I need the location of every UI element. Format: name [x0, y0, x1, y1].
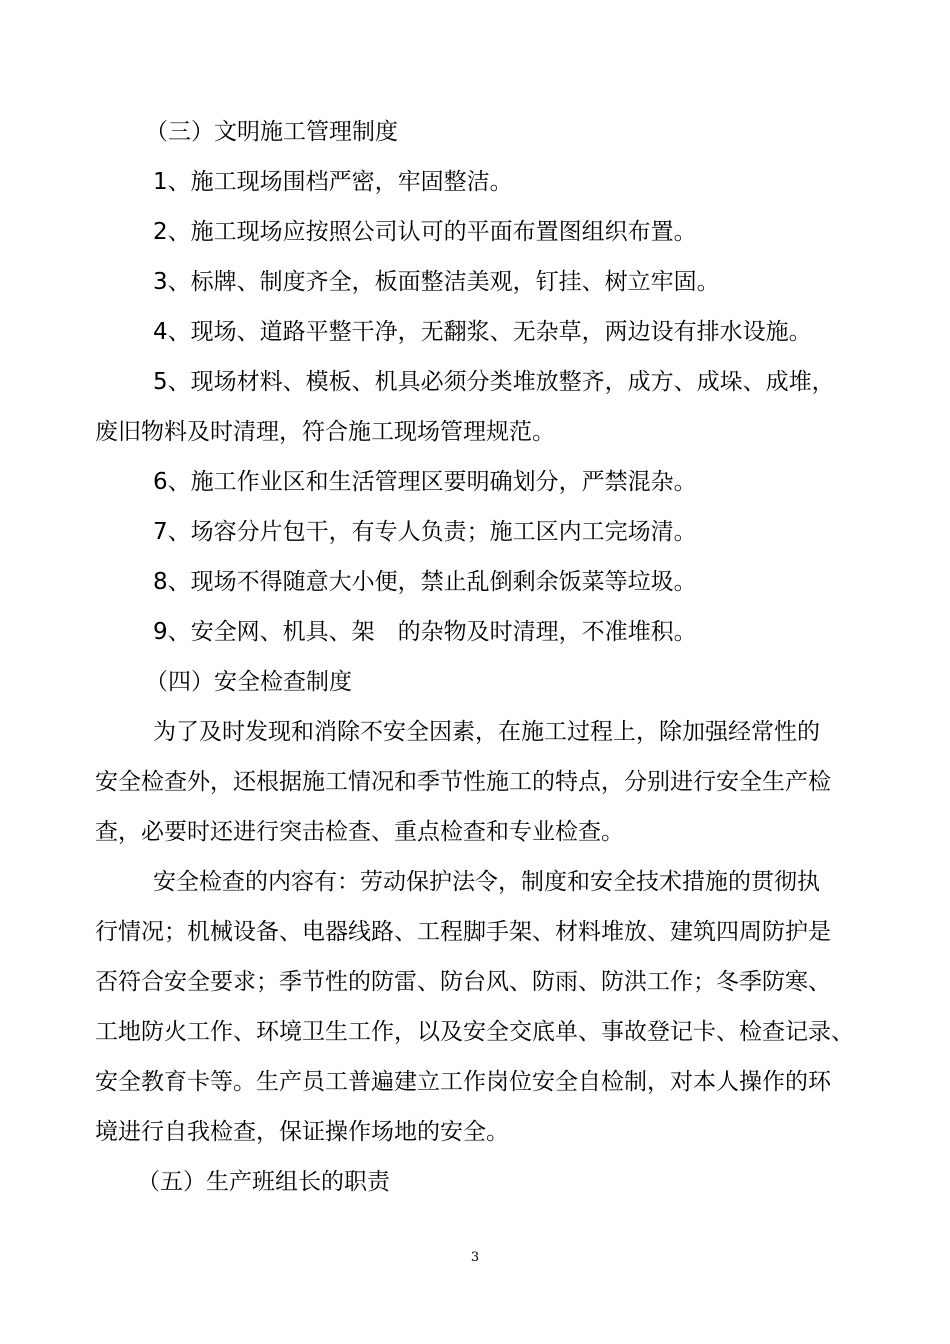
list-item: 1、施工现场围档严密，牢固整洁。 [153, 169, 513, 195]
paragraph-line: 安全检查外，还根据施工情况和季节性施工的特点，分别进行安全生产检 [95, 769, 831, 795]
list-item: 2、施工现场应按照公司认可的平面布置图组织布置。 [153, 219, 697, 245]
list-item: 7、场容分片包干，有专人负责；施工区内工完场清。 [153, 519, 697, 545]
list-item: 6、施工作业区和生活管理区要明确划分，严禁混杂。 [153, 469, 697, 495]
paragraph-line: 工地防火工作、环境卫生工作，以及安全交底单、事故登记卡、检查记录、 [95, 1019, 854, 1045]
paragraph-line: 否符合安全要求；季节性的防雷、防台风、防雨、防洪工作；冬季防寒、 [95, 969, 831, 995]
list-item: 3、标牌、制度齐全，板面整洁美观，钉挂、树立牢固。 [153, 269, 720, 295]
paragraph-line: 查，必要时还进行突击检查、重点检查和专业检查。 [95, 819, 624, 845]
section-heading: （三）文明施工管理制度 [145, 119, 398, 145]
section-heading: （五）生产班组长的职责 [137, 1169, 390, 1195]
paragraph-line: 行情况；机械设备、电器线路、工程脚手架、材料堆放、建筑四周防护是 [95, 919, 831, 945]
list-item: 9、安全网、机具、架 的杂物及时清理，不准堆积。 [153, 619, 697, 645]
list-item: 4、现场、道路平整干净，无翻浆、无杂草，两边设有排水设施。 [153, 319, 812, 345]
paragraph-line: 安全教育卡等。生产员工普遍建立工作岗位安全自检制，对本人操作的环 [95, 1069, 831, 1095]
list-item-continuation: 废旧物料及时清理，符合施工现场管理规范。 [95, 419, 555, 445]
section-heading: （四）安全检查制度 [145, 669, 352, 695]
paragraph-line: 为了及时发现和消除不安全因素，在施工过程上，除加强经常性的 [153, 719, 820, 745]
list-item: 8、现场不得随意大小便，禁止乱倒剩余饭菜等垃圾。 [153, 569, 697, 595]
page-number: 3 [470, 1250, 480, 1265]
list-item: 5、现场材料、模板、机具必须分类堆放整齐，成方、成垛、成堆， [153, 369, 835, 395]
paragraph-line: 境进行自我检查，保证操作场地的安全。 [95, 1119, 509, 1145]
paragraph-line: 安全检查的内容有：劳动保护法令，制度和安全技术措施的贯彻执 [153, 869, 820, 895]
